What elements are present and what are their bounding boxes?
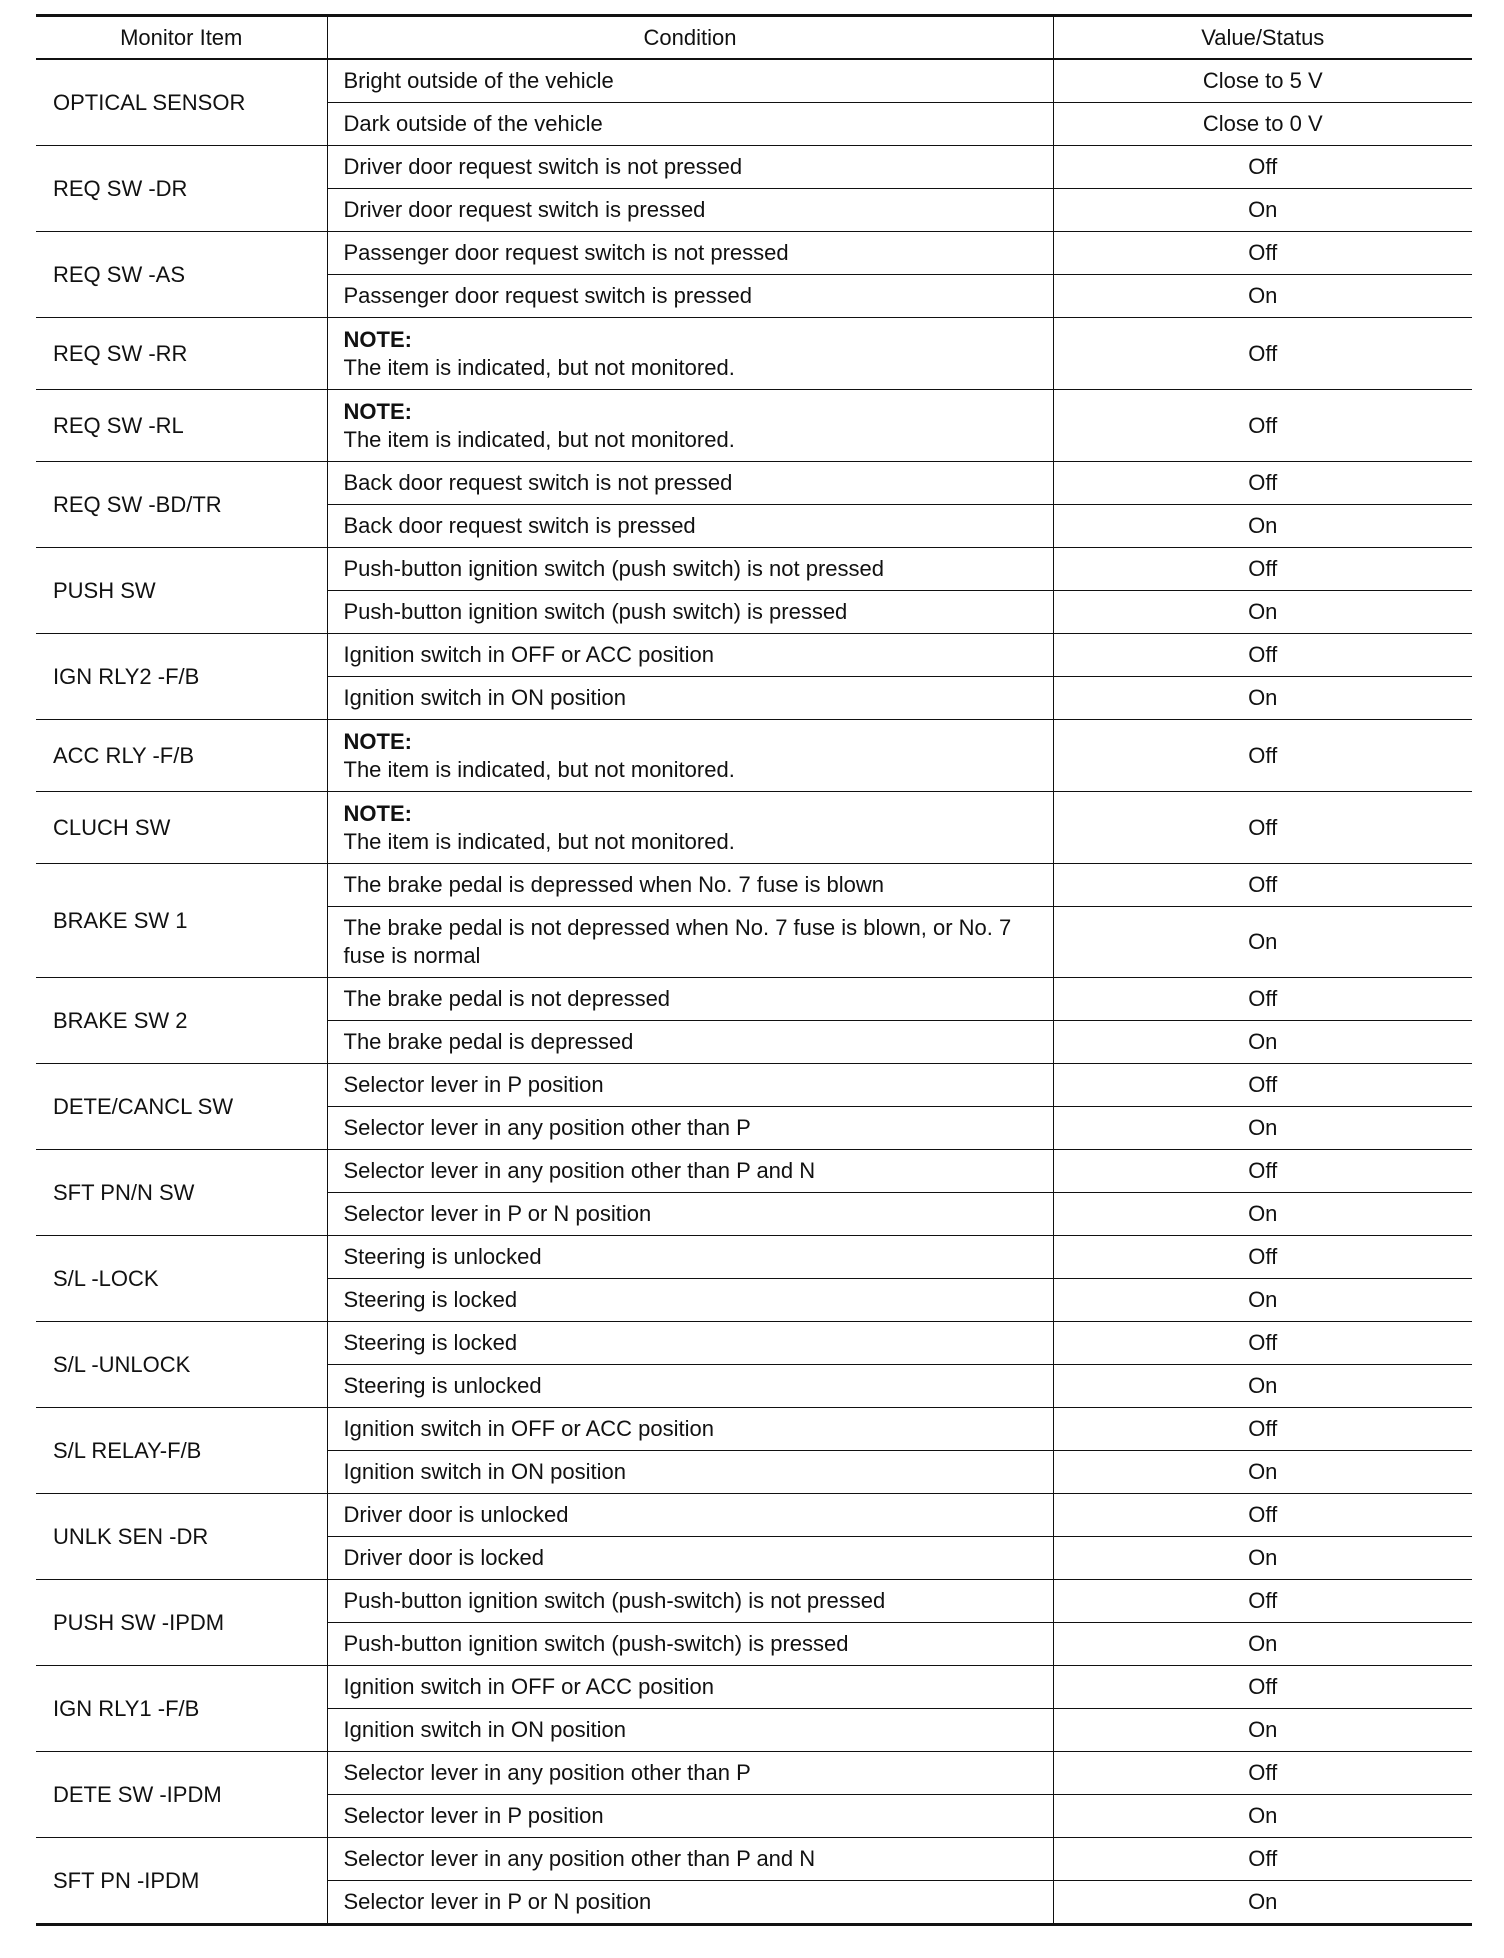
value-status-cell: Close to 5 V xyxy=(1053,59,1472,103)
monitor-item-cell: S/L -UNLOCK xyxy=(36,1322,327,1408)
value-status-cell: On xyxy=(1053,1279,1472,1322)
condition-cell: Selector lever in P position xyxy=(327,1795,1053,1838)
table-row xyxy=(36,146,1472,189)
table-row xyxy=(36,1580,1472,1623)
condition-cell: Push-button ignition switch (push switch) is not pressed xyxy=(327,548,1053,591)
condition-cell: Steering is unlocked xyxy=(327,1236,1053,1279)
condition-cell: Ignition switch in OFF or ACC position xyxy=(327,634,1053,677)
value-status-cell: On xyxy=(1053,1451,1472,1494)
condition-cell: Passenger door request switch is not pressed xyxy=(327,232,1053,275)
monitor-item-cell: REQ SW -AS xyxy=(36,232,327,318)
value-status-cell: On xyxy=(1053,1881,1472,1925)
condition-cell: Ignition switch in OFF or ACC position xyxy=(327,1408,1053,1451)
monitor-item-cell: UNLK SEN -DR xyxy=(36,1494,327,1580)
value-status-cell: Off xyxy=(1053,792,1472,864)
table-row xyxy=(36,1666,1472,1709)
table-row xyxy=(36,1408,1472,1451)
value-status-cell: Off xyxy=(1053,634,1472,677)
condition-cell: Selector lever in P position xyxy=(327,1064,1053,1107)
monitor-item-cell: DETE SW -IPDM xyxy=(36,1752,327,1838)
table-row xyxy=(36,1236,1472,1279)
value-status-cell: Off xyxy=(1053,1064,1472,1107)
value-status-cell: On xyxy=(1053,1795,1472,1838)
note-label: NOTE: xyxy=(343,800,412,826)
condition-cell xyxy=(327,390,1053,462)
condition-cell: The brake pedal is not depressed xyxy=(327,978,1053,1021)
condition-cell: Dark outside of the vehicle xyxy=(327,103,1053,146)
table-row xyxy=(36,1322,1472,1365)
monitor-item-cell: REQ SW -BD/TR xyxy=(36,462,327,548)
condition-cell xyxy=(327,720,1053,792)
condition-cell: Driver door is locked xyxy=(327,1537,1053,1580)
table-row xyxy=(36,1064,1472,1107)
value-status-cell: On xyxy=(1053,1107,1472,1150)
monitor-item-cell: S/L -LOCK xyxy=(36,1236,327,1322)
value-status-cell: Off xyxy=(1053,1752,1472,1795)
condition-cell: Ignition switch in ON position xyxy=(327,677,1053,720)
note-label: NOTE: xyxy=(343,728,412,754)
monitor-item-cell: REQ SW -RR xyxy=(36,318,327,390)
table-row xyxy=(36,792,1472,864)
value-status-cell: On xyxy=(1053,1021,1472,1064)
value-status-cell: On xyxy=(1053,907,1472,978)
condition-cell: Selector lever in P or N position xyxy=(327,1881,1053,1925)
condition-cell: The brake pedal is depressed xyxy=(327,1021,1053,1064)
value-status-cell: Off xyxy=(1053,1236,1472,1279)
condition-cell: Ignition switch in ON position xyxy=(327,1709,1053,1752)
condition-cell: Driver door request switch is not pressed xyxy=(327,146,1053,189)
monitor-item-cell: DETE/CANCL SW xyxy=(36,1064,327,1150)
value-status-cell: Off xyxy=(1053,1838,1472,1881)
value-status-cell: On xyxy=(1053,275,1472,318)
header-monitor-item: Monitor Item xyxy=(36,16,327,60)
value-status-cell: Off xyxy=(1053,978,1472,1021)
header-row xyxy=(36,16,1472,60)
table-row xyxy=(36,1494,1472,1537)
table-row xyxy=(36,232,1472,275)
condition-cell: Push-button ignition switch (push switch) is pressed xyxy=(327,591,1053,634)
condition-cell: Driver door request switch is pressed xyxy=(327,189,1053,232)
note-label: NOTE: xyxy=(343,326,412,352)
value-status-cell: On xyxy=(1053,591,1472,634)
value-status-cell: On xyxy=(1053,1623,1472,1666)
monitor-item-cell: BRAKE SW 2 xyxy=(36,978,327,1064)
condition-cell: Selector lever in any position other than P xyxy=(327,1752,1053,1795)
value-status-cell: On xyxy=(1053,505,1472,548)
value-status-cell: Off xyxy=(1053,318,1472,390)
value-status-cell: Off xyxy=(1053,390,1472,462)
monitor-item-cell: ACC RLY -F/B xyxy=(36,720,327,792)
monitor-item-cell: SFT PN -IPDM xyxy=(36,1838,327,1925)
table-row xyxy=(36,462,1472,505)
value-status-cell: Off xyxy=(1053,548,1472,591)
value-status-cell: On xyxy=(1053,1193,1472,1236)
value-status-cell: Off xyxy=(1053,864,1472,907)
monitor-item-cell: REQ SW -DR xyxy=(36,146,327,232)
note-label: NOTE: xyxy=(343,398,412,424)
value-status-cell: Off xyxy=(1053,1666,1472,1709)
table-body xyxy=(36,59,1472,1925)
value-status-cell: Off xyxy=(1053,1408,1472,1451)
header-condition: Condition xyxy=(327,16,1053,60)
monitor-item-cell: S/L RELAY-F/B xyxy=(36,1408,327,1494)
table-row xyxy=(36,1150,1472,1193)
value-status-cell: Off xyxy=(1053,462,1472,505)
table-row xyxy=(36,59,1472,103)
condition-cell xyxy=(327,792,1053,864)
table-header xyxy=(36,16,1472,60)
condition-cell: Ignition switch in OFF or ACC position xyxy=(327,1666,1053,1709)
value-status-cell: Off xyxy=(1053,1580,1472,1623)
note-text: The item is indicated, but not monitored. xyxy=(343,828,735,854)
value-status-cell: Off xyxy=(1053,232,1472,275)
condition-cell: Steering is unlocked xyxy=(327,1365,1053,1408)
table-row xyxy=(36,720,1472,792)
condition-cell: The brake pedal is not depressed when No. 7 fuse is blown, or No. 7 fuse is normal xyxy=(327,907,1053,978)
condition-cell: Steering is locked xyxy=(327,1322,1053,1365)
condition-cell: Bright outside of the vehicle xyxy=(327,59,1053,103)
note-text: The item is indicated, but not monitored. xyxy=(343,756,735,782)
value-status-cell: Close to 0 V xyxy=(1053,103,1472,146)
value-status-cell: Off xyxy=(1053,1494,1472,1537)
monitor-item-cell: CLUCH SW xyxy=(36,792,327,864)
condition-cell: Selector lever in P or N position xyxy=(327,1193,1053,1236)
condition-cell: Driver door is unlocked xyxy=(327,1494,1053,1537)
header-value-status: Value/Status xyxy=(1053,16,1472,60)
value-status-cell: On xyxy=(1053,1709,1472,1752)
note-text: The item is indicated, but not monitored. xyxy=(343,354,735,380)
value-status-cell: On xyxy=(1053,677,1472,720)
value-status-cell: Off xyxy=(1053,720,1472,792)
monitor-item-cell: PUSH SW -IPDM xyxy=(36,1580,327,1666)
monitor-item-cell: BRAKE SW 1 xyxy=(36,864,327,978)
condition-cell: Back door request switch is pressed xyxy=(327,505,1053,548)
condition-cell: Ignition switch in ON position xyxy=(327,1451,1053,1494)
value-status-cell: Off xyxy=(1053,1322,1472,1365)
value-status-cell: On xyxy=(1053,1537,1472,1580)
monitor-item-cell: OPTICAL SENSOR xyxy=(36,59,327,146)
value-status-cell: Off xyxy=(1053,146,1472,189)
monitor-item-cell: IGN RLY1 -F/B xyxy=(36,1666,327,1752)
condition-cell: Selector lever in any position other than P xyxy=(327,1107,1053,1150)
table-row xyxy=(36,864,1472,907)
table-row xyxy=(36,390,1472,462)
condition-cell: Back door request switch is not pressed xyxy=(327,462,1053,505)
monitor-item-cell: PUSH SW xyxy=(36,548,327,634)
monitor-item-cell: IGN RLY2 -F/B xyxy=(36,634,327,720)
table-row xyxy=(36,1752,1472,1795)
condition-cell: Selector lever in any position other than P and N xyxy=(327,1838,1053,1881)
condition-cell: Push-button ignition switch (push-switch) is not pressed xyxy=(327,1580,1053,1623)
condition-cell: Steering is locked xyxy=(327,1279,1053,1322)
table-row xyxy=(36,318,1472,390)
value-status-cell: On xyxy=(1053,1365,1472,1408)
condition-cell: Selector lever in any position other than P and N xyxy=(327,1150,1053,1193)
monitor-table xyxy=(36,14,1472,1926)
table-row xyxy=(36,1838,1472,1881)
monitor-item-cell: SFT PN/N SW xyxy=(36,1150,327,1236)
value-status-cell: On xyxy=(1053,189,1472,232)
note-text: The item is indicated, but not monitored. xyxy=(343,426,735,452)
monitor-item-cell: REQ SW -RL xyxy=(36,390,327,462)
condition-cell: Passenger door request switch is pressed xyxy=(327,275,1053,318)
table-row xyxy=(36,634,1472,677)
table-row xyxy=(36,548,1472,591)
value-status-cell: Off xyxy=(1053,1150,1472,1193)
condition-cell: Push-button ignition switch (push-switch) is pressed xyxy=(327,1623,1053,1666)
condition-cell: The brake pedal is depressed when No. 7 fuse is blown xyxy=(327,864,1053,907)
table-row xyxy=(36,978,1472,1021)
condition-cell xyxy=(327,318,1053,390)
